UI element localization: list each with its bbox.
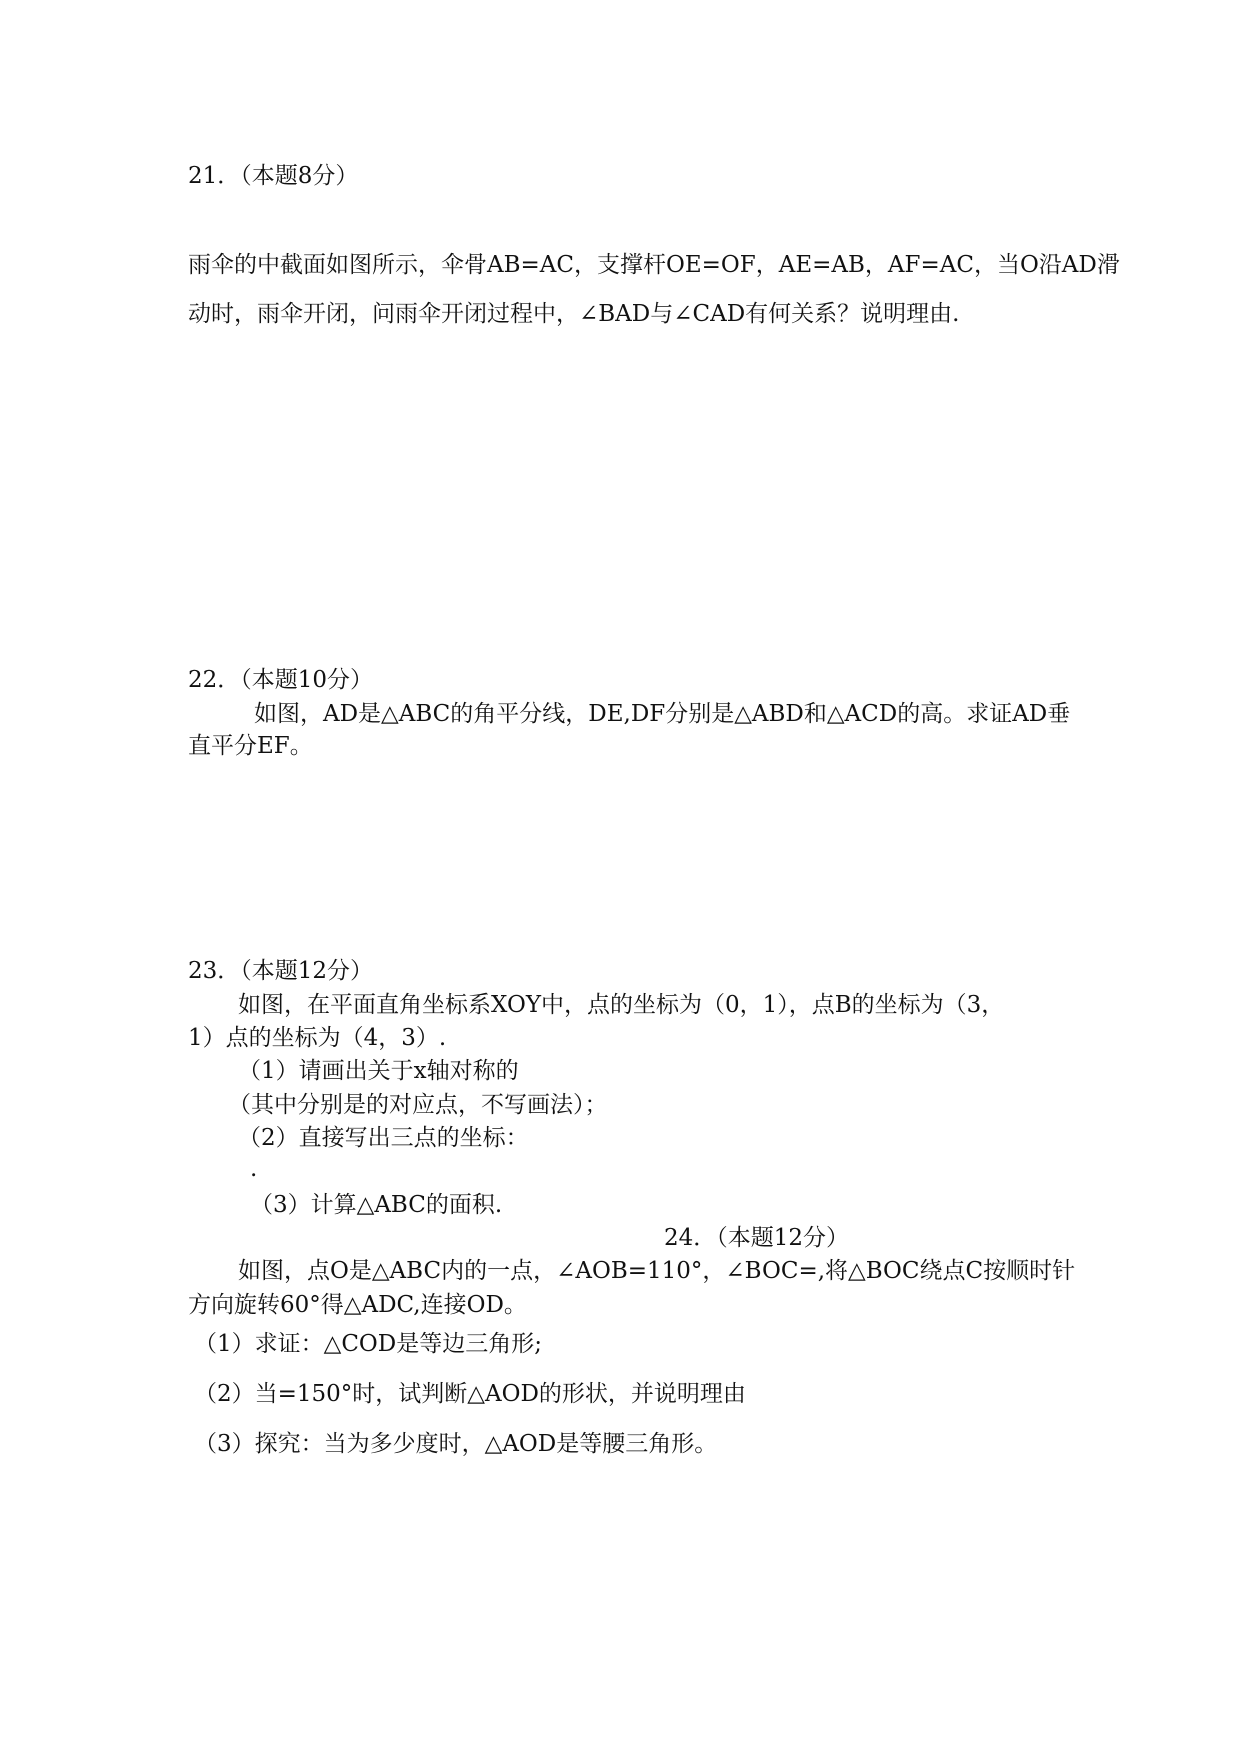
q22-text-line2: 直平分EF。 xyxy=(188,733,313,759)
q23-part1-line2: （其中分别是的对应点，不写画法）； xyxy=(228,1092,608,1118)
q24-heading: 24．（本题12分） xyxy=(664,1225,850,1251)
q24-part3: （3）探究：当为多少度时，△AOD是等腰三角形。 xyxy=(194,1431,718,1457)
q21-text-line2: 动时，雨伞开闭，问雨伞开闭过程中，∠BAD与∠CAD有何关系？说明理由. xyxy=(188,301,960,327)
q24-text-line1: 如图，点O是△ABC内的一点，∠AOB=110°，∠BOC=,将△BOC绕点C按顺时针 xyxy=(238,1258,1076,1284)
q24-text-line2: 方向旋转60°得△ADC,连接OD。 xyxy=(188,1292,527,1318)
q23-part2: （2）直接写出三点的坐标： xyxy=(238,1125,529,1151)
q22-text-line1: 如图，AD是△ABC的角平分线，DE,DF分别是△ABD和△ACD的高。求证AD垂 xyxy=(254,701,1071,727)
q23-text-line2: 1）点的坐标为（4，3）. xyxy=(188,1025,447,1051)
q23-part3: （3）计算△ABC的面积. xyxy=(250,1192,503,1218)
q24-part1: （1）求证：△COD是等边三角形; xyxy=(194,1331,542,1357)
q23-part1-line1: （1）请画出关于x轴对称的 xyxy=(238,1058,519,1084)
q21-heading: 21．（本题8分） xyxy=(188,163,359,189)
q23-text-line1: 如图，在平面直角坐标系XOY中，点的坐标为（0，1），点B的坐标为（3， xyxy=(238,992,1005,1018)
q23-heading: 23．（本题12分） xyxy=(188,958,374,984)
q22-heading: 22．（本题10分） xyxy=(188,667,374,693)
q23-part2-answer: . xyxy=(250,1156,258,1182)
q24-part2: （2）当=150°时，试判断△AOD的形状，并说明理由 xyxy=(194,1381,746,1407)
q21-text-line1: 雨伞的中截面如图所示，伞骨AB=AC，支撑杆OE=OF，AE=AB，AF=AC，当O沿AD滑 xyxy=(188,252,1120,278)
